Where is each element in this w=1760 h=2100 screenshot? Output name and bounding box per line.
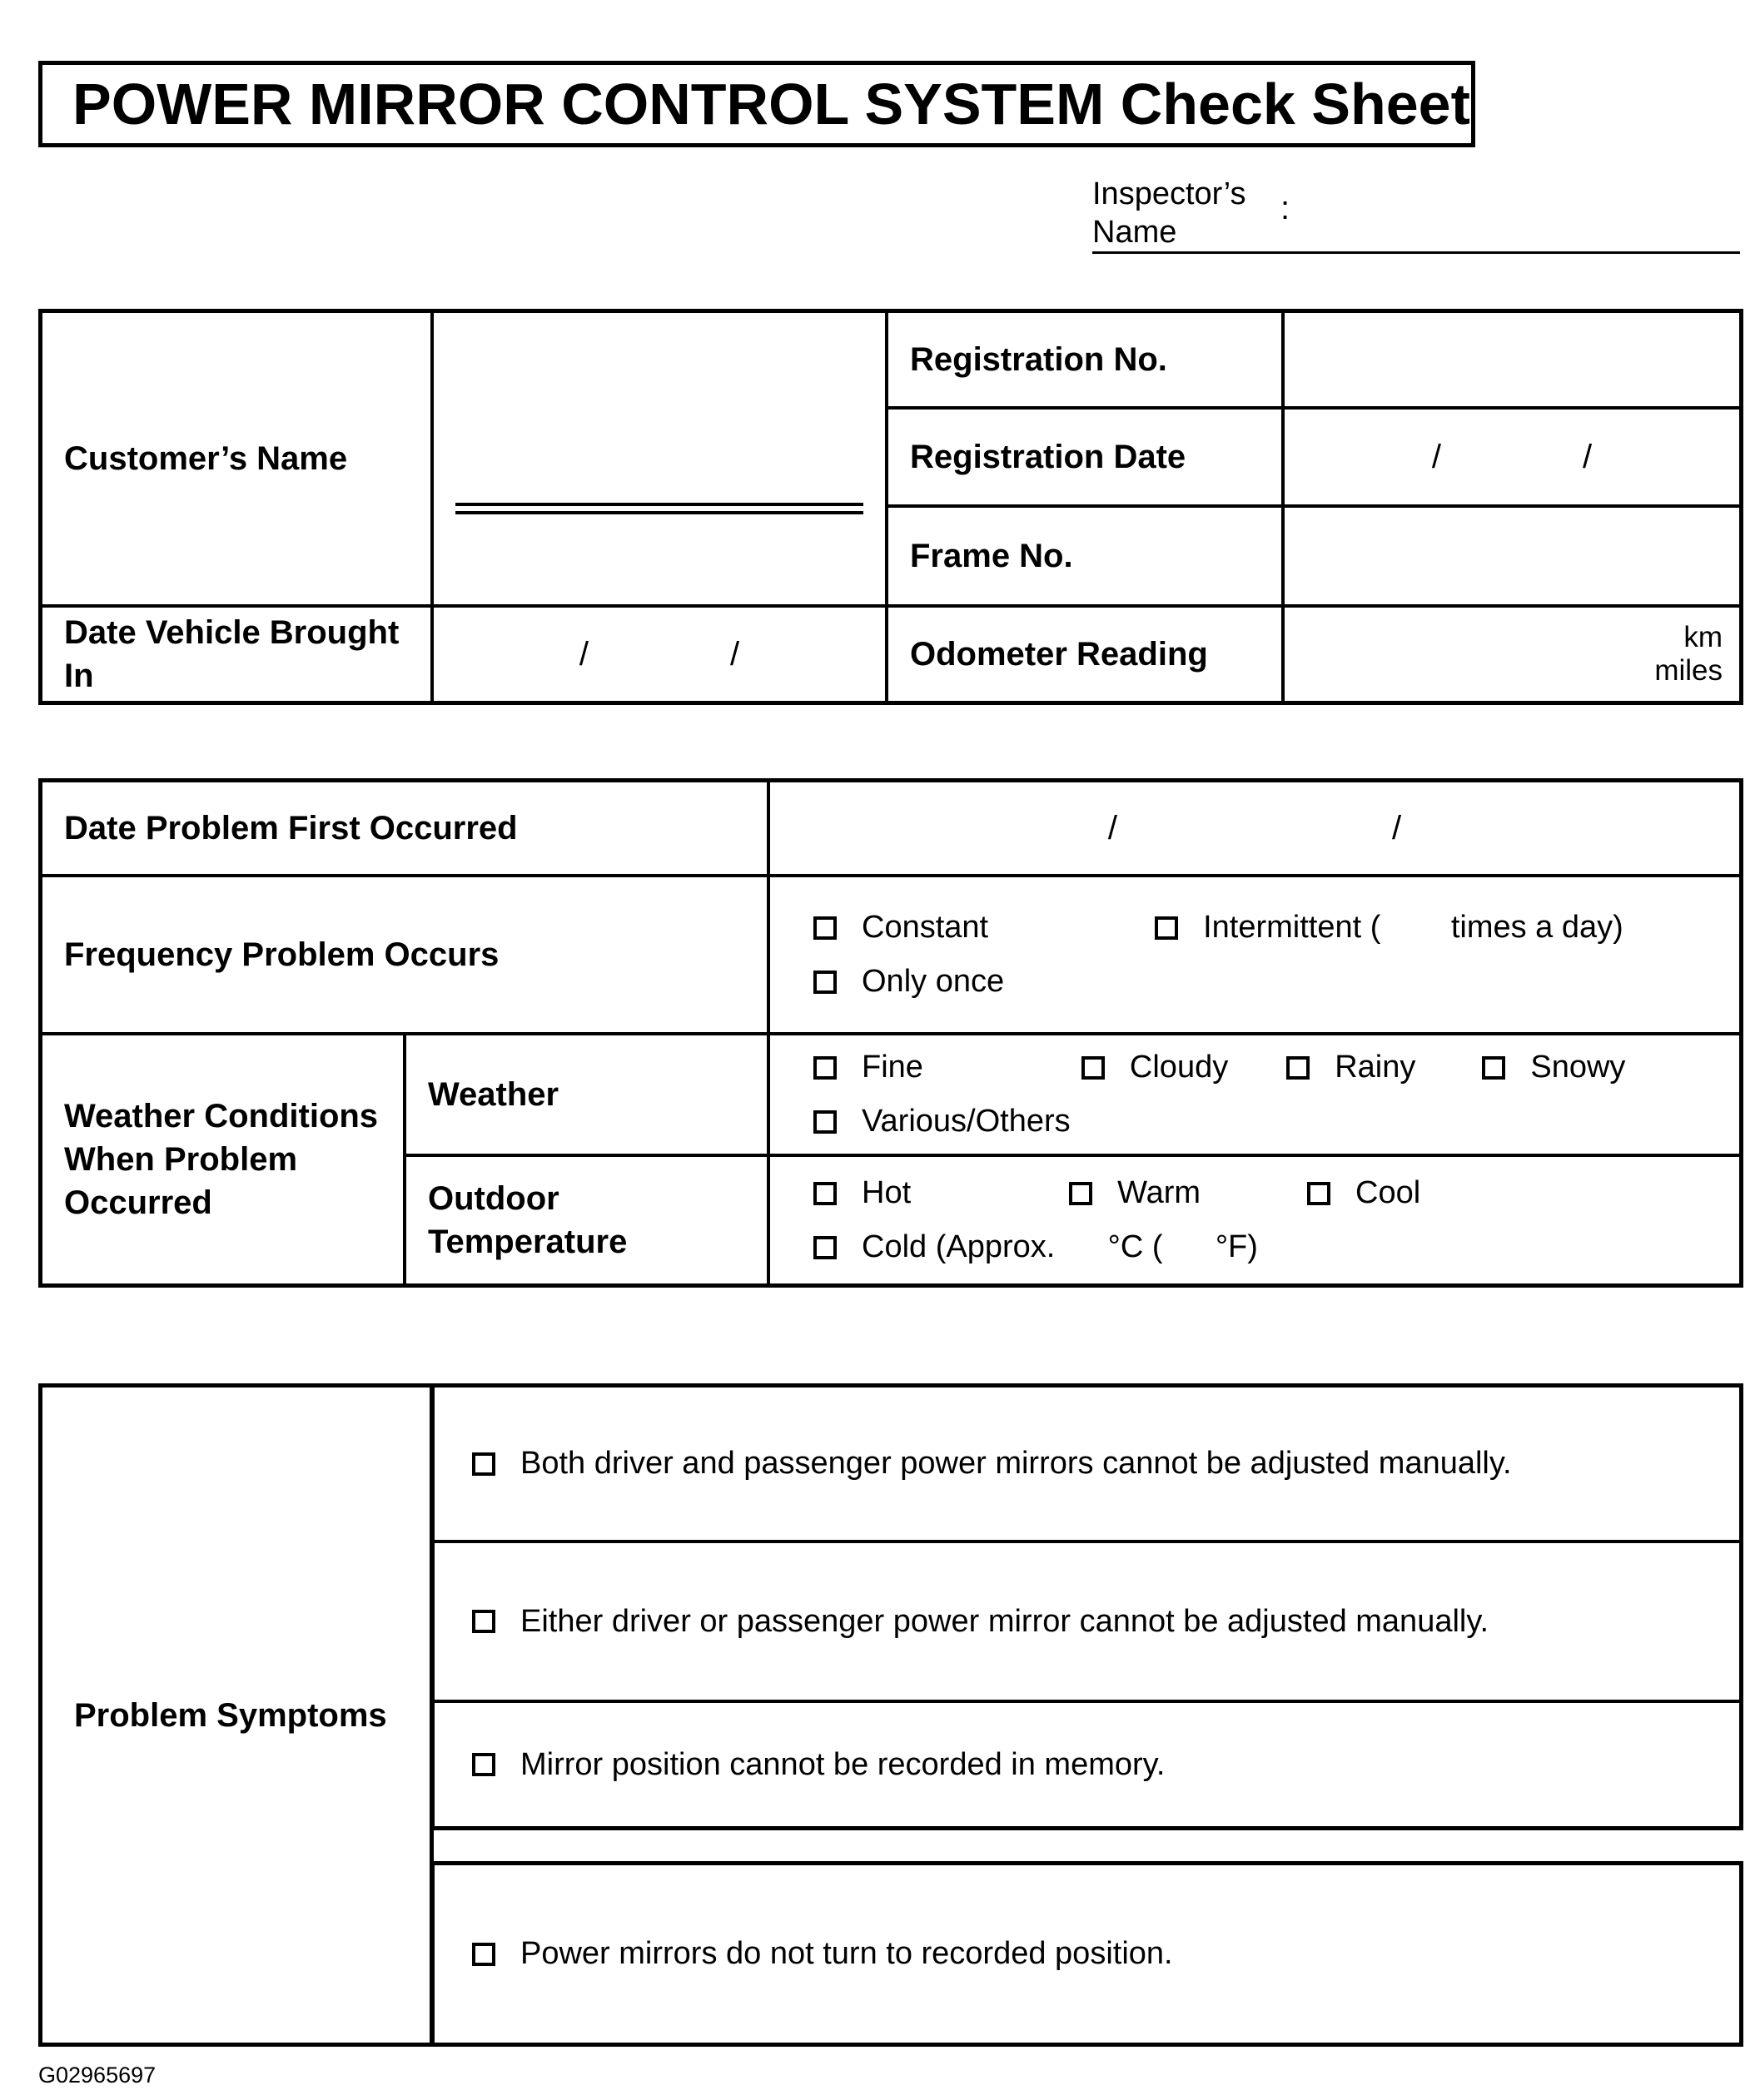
weather-option-rainy	[1286, 1050, 1415, 1085]
slash: /	[730, 635, 740, 673]
vehicle-info-table	[38, 309, 1743, 705]
frequency-option-constant	[813, 910, 988, 946]
snowy-label: Snowy	[1530, 1050, 1626, 1085]
hot-label: Hot	[862, 1175, 912, 1210]
weather-option-line-1	[813, 1050, 1739, 1085]
warm-checkbox[interactable]	[1069, 1182, 1092, 1205]
frequency-option-only-once	[813, 964, 1004, 1000]
cloudy-label: Cloudy	[1129, 1050, 1229, 1085]
constant-label: Constant	[862, 910, 989, 945]
registration-no-field[interactable]	[1285, 313, 1739, 410]
odometer-label-cell	[888, 608, 1285, 701]
problem-symptoms-label: Problem Symptoms	[74, 1696, 387, 1734]
title-box	[38, 61, 1475, 147]
symptom-row-4	[430, 1861, 1743, 2047]
frequency-label-cell	[42, 877, 770, 1035]
problem-symptoms-label-cell	[38, 1383, 434, 2047]
weather-conditions-label-cell	[42, 1035, 406, 1283]
temperature-option-line-2	[813, 1229, 1739, 1265]
weather-options-cell	[770, 1035, 1739, 1157]
various-others-label: Various/Others	[862, 1104, 1071, 1139]
registration-date-label: Registration Date	[910, 439, 1186, 475]
slash: /	[1392, 809, 1402, 846]
registration-date-label-cell	[888, 410, 1285, 508]
date-brought-label-cell	[42, 608, 434, 701]
temperature-option-warm	[1069, 1175, 1201, 1211]
rainy-label: Rainy	[1335, 1050, 1416, 1085]
weather-option-snowy	[1482, 1050, 1625, 1085]
slash: /	[1107, 809, 1117, 846]
frequency-option-line-1	[813, 910, 1739, 946]
symptom-checkbox-2[interactable]	[472, 1610, 495, 1633]
weather-option-fine	[813, 1050, 923, 1085]
symptom-rows-group	[430, 1383, 1743, 1830]
frame-no-label: Frame No.	[910, 538, 1073, 574]
odometer-unit-miles: miles	[1654, 654, 1723, 687]
symptom-row-1	[435, 1388, 1739, 1543]
inspector-label-line1: Inspector’s	[1092, 176, 1246, 211]
page-title: POWER MIRROR CONTROL SYSTEM Check Sheet	[72, 72, 1470, 137]
symptom-label-3: Mirror position cannot be recorded in memory.	[520, 1746, 1166, 1782]
inspector-name-write-line[interactable]	[1092, 251, 1740, 254]
weather-label-cell	[406, 1035, 770, 1157]
customer-name-field[interactable]	[434, 313, 888, 608]
symptom-checkbox-3[interactable]	[472, 1753, 495, 1776]
fine-checkbox[interactable]	[813, 1056, 837, 1080]
warm-label: Warm	[1117, 1175, 1201, 1210]
figure-code: G02965697	[38, 2063, 157, 2088]
fine-label: Fine	[862, 1050, 923, 1085]
slash: /	[1431, 438, 1441, 475]
temperature-label: Outdoor Temperature	[428, 1180, 628, 1260]
odometer-field[interactable]	[1285, 608, 1739, 701]
frame-no-field[interactable]	[1285, 508, 1739, 608]
cool-label: Cool	[1355, 1175, 1421, 1210]
odometer-unit-km: km	[1683, 621, 1723, 653]
symptom-row-2	[435, 1543, 1739, 1703]
weather-label: Weather	[428, 1076, 559, 1113]
temperature-option-cold	[813, 1229, 1258, 1265]
frequency-label: Frequency Problem Occurs	[64, 936, 500, 973]
temperature-option-cool	[1307, 1175, 1420, 1211]
frequency-option-intermittent	[1155, 910, 1623, 946]
weather-option-various	[813, 1104, 1071, 1139]
symptom-label-4: Power mirrors do not turn to recorded position.	[520, 1936, 1173, 1971]
date-problem-label: Date Problem First Occurred	[64, 810, 518, 846]
frequency-option-line-2	[813, 964, 1739, 1000]
weather-option-line-2	[813, 1104, 1739, 1139]
customer-name-label: Customer’s Name	[64, 440, 348, 477]
slash: /	[1583, 438, 1593, 475]
various-others-checkbox[interactable]	[813, 1110, 837, 1134]
only-once-checkbox[interactable]	[813, 971, 837, 994]
cool-checkbox[interactable]	[1307, 1182, 1330, 1205]
frequency-options-cell	[770, 877, 1739, 1035]
cold-label: Cold (Approx. °C ( °F)	[862, 1229, 1258, 1264]
constant-checkbox[interactable]	[813, 916, 837, 940]
intermittent-label: Intermittent ( times a day)	[1203, 910, 1623, 945]
customer-name-label-cell	[42, 313, 434, 608]
symptom-label-2: Either driver or passenger power mirror cannot be adjusted manually.	[520, 1603, 1489, 1639]
date-brought-label: Date Vehicle Brought In	[64, 614, 400, 694]
customer-name-write-line	[455, 503, 863, 514]
date-problem-field[interactable]	[770, 782, 1739, 877]
intermittent-checkbox[interactable]	[1155, 916, 1178, 940]
odometer-label: Odometer Reading	[910, 636, 1208, 673]
problem-info-table	[38, 778, 1743, 1288]
hot-checkbox[interactable]	[813, 1182, 837, 1205]
registration-no-label-cell	[888, 313, 1285, 410]
registration-date-field[interactable]	[1285, 410, 1739, 508]
symptom-checkbox-1[interactable]	[472, 1452, 495, 1476]
weather-option-cloudy	[1081, 1050, 1228, 1085]
symptom-label-1: Both driver and passenger power mirrors cannot be adjusted manually.	[520, 1446, 1512, 1481]
weather-conditions-label: Weather Conditions When Problem Occurred	[64, 1098, 379, 1221]
symptom-row-3	[435, 1703, 1739, 1826]
temperature-options-cell	[770, 1157, 1739, 1283]
rainy-checkbox[interactable]	[1286, 1056, 1310, 1080]
frame-no-label-cell	[888, 508, 1285, 608]
temperature-label-cell	[406, 1157, 770, 1283]
cold-checkbox[interactable]	[813, 1236, 837, 1259]
temperature-option-line-1	[813, 1175, 1739, 1211]
inspector-label-line2: Name	[1092, 215, 1177, 250]
slash: /	[579, 635, 589, 673]
date-brought-field[interactable]	[434, 608, 888, 701]
only-once-label: Only once	[862, 964, 1005, 999]
symptom-checkbox-4[interactable]	[472, 1943, 495, 1966]
date-problem-label-cell	[42, 782, 770, 877]
temperature-option-hot	[813, 1175, 911, 1211]
registration-no-label: Registration No.	[910, 341, 1167, 378]
inspector-colon: :	[1280, 190, 1290, 226]
snowy-checkbox[interactable]	[1482, 1056, 1505, 1080]
cloudy-checkbox[interactable]	[1081, 1056, 1105, 1080]
